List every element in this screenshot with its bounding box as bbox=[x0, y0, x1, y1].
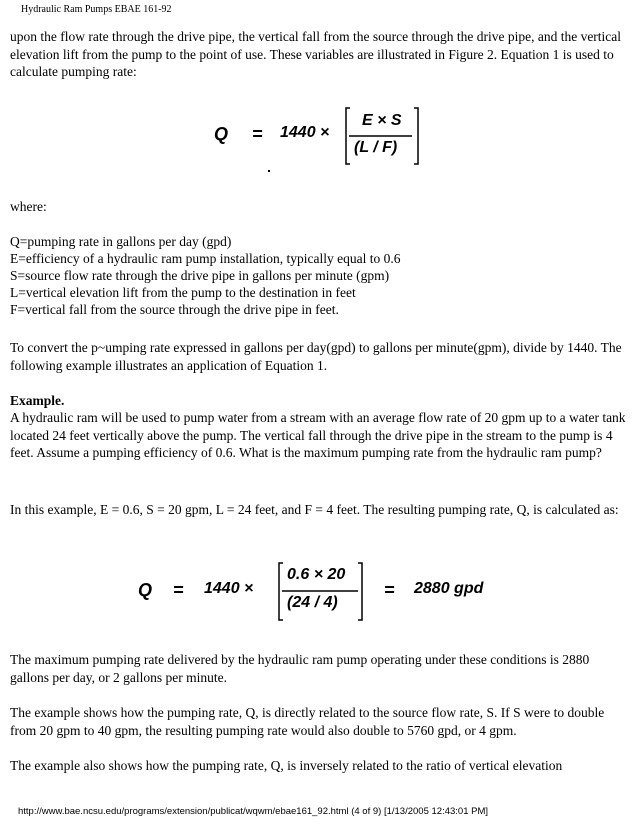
inverse-relation-paragraph: The example also shows how the pumping rate, Q, is inversely related to the ratio of vertical elevation bbox=[10, 758, 563, 773]
eq1-factor: 1440 × bbox=[280, 124, 330, 141]
eq1-equals: = bbox=[252, 124, 263, 144]
example-heading: Example. bbox=[10, 393, 65, 408]
eq1-q: Q bbox=[214, 124, 229, 144]
max-rate-paragraph: The maximum pumping rate delivered by the hydraulic ram pump operating under these conditions is 2880 gallons per day, or 2 gallons per minute. bbox=[10, 652, 590, 685]
eq1-numerator: E × S bbox=[362, 112, 402, 129]
eq2-q: Q bbox=[138, 580, 153, 600]
definition-f: F=vertical fall from the source through the drive pipe in feet. bbox=[10, 302, 339, 317]
definition-e: E=efficiency of a hydraulic ram pump installation, typically equal to 0.6 bbox=[10, 251, 401, 266]
definition-q: Q=pumping rate in gallons per day (gpd) bbox=[10, 234, 232, 249]
convert-paragraph: To convert the p~umping rate expressed in gallons per day(gpd) to gallons per minute(gpm), divide by 1440. The following example illustrates an application of Equation 1. bbox=[10, 340, 622, 373]
page-header: Hydraulic Ram Pumps EBAE 161-92 bbox=[21, 4, 172, 15]
definition-s: S=source flow rate through the drive pipe in gallons per minute (gpm) bbox=[10, 268, 390, 283]
eq1-denominator: (L / F) bbox=[354, 139, 398, 156]
intro-paragraph: upon the flow rate through the drive pipe, the vertical fall from the source through the drive pipe, and the vertical elevation lift from the pump to the point of use. These variables are illustrated in Figure 2. Equation 1 is used to calculate pumping rate: bbox=[10, 29, 622, 79]
eq2-equals-2: = bbox=[384, 580, 395, 600]
values-paragraph: In this example, E = 0.6, S = 20 gpm, L = 24 feet, and F = 4 feet. The resulting pumping rate, Q, is calculated as: bbox=[10, 502, 619, 517]
eq2-factor: 1440 × bbox=[204, 580, 254, 597]
definition-l: L=vertical elevation lift from the pump to the destination in feet bbox=[10, 285, 356, 300]
eq2-denominator: (24 / 4) bbox=[287, 594, 338, 611]
eq2-result: 2880 gpd bbox=[414, 580, 484, 597]
where-label: where: bbox=[10, 199, 47, 214]
eq2-equals: = bbox=[173, 580, 184, 600]
example-paragraph: A hydraulic ram will be used to pump water from a stream with an average flow rate of 20 gpm up to a water tank located 24 feet vertically above the pump. The vertical fall through the drive pipe in the stream to the pump is 4 feet. Assume a pumping efficiency of 0.6. What is the maximum pumping rate from the hydraulic ram pump? bbox=[10, 410, 626, 460]
eq2-numerator: 0.6 × 20 bbox=[287, 566, 346, 583]
page-footer-url: http://www.bae.ncsu.edu/programs/extension/publicat/wqwm/ebae161_92.html (4 of 9) [1/13/2005 12:43:01 PM] bbox=[18, 806, 489, 817]
direct-relation-paragraph: The example shows how the pumping rate, Q, is directly related to the source flow rate, S. If S were to double from 20 gpm to 40 gpm, the resulting pumping rate would also double to 5760 gpd, or 4 gpm. bbox=[10, 705, 605, 738]
